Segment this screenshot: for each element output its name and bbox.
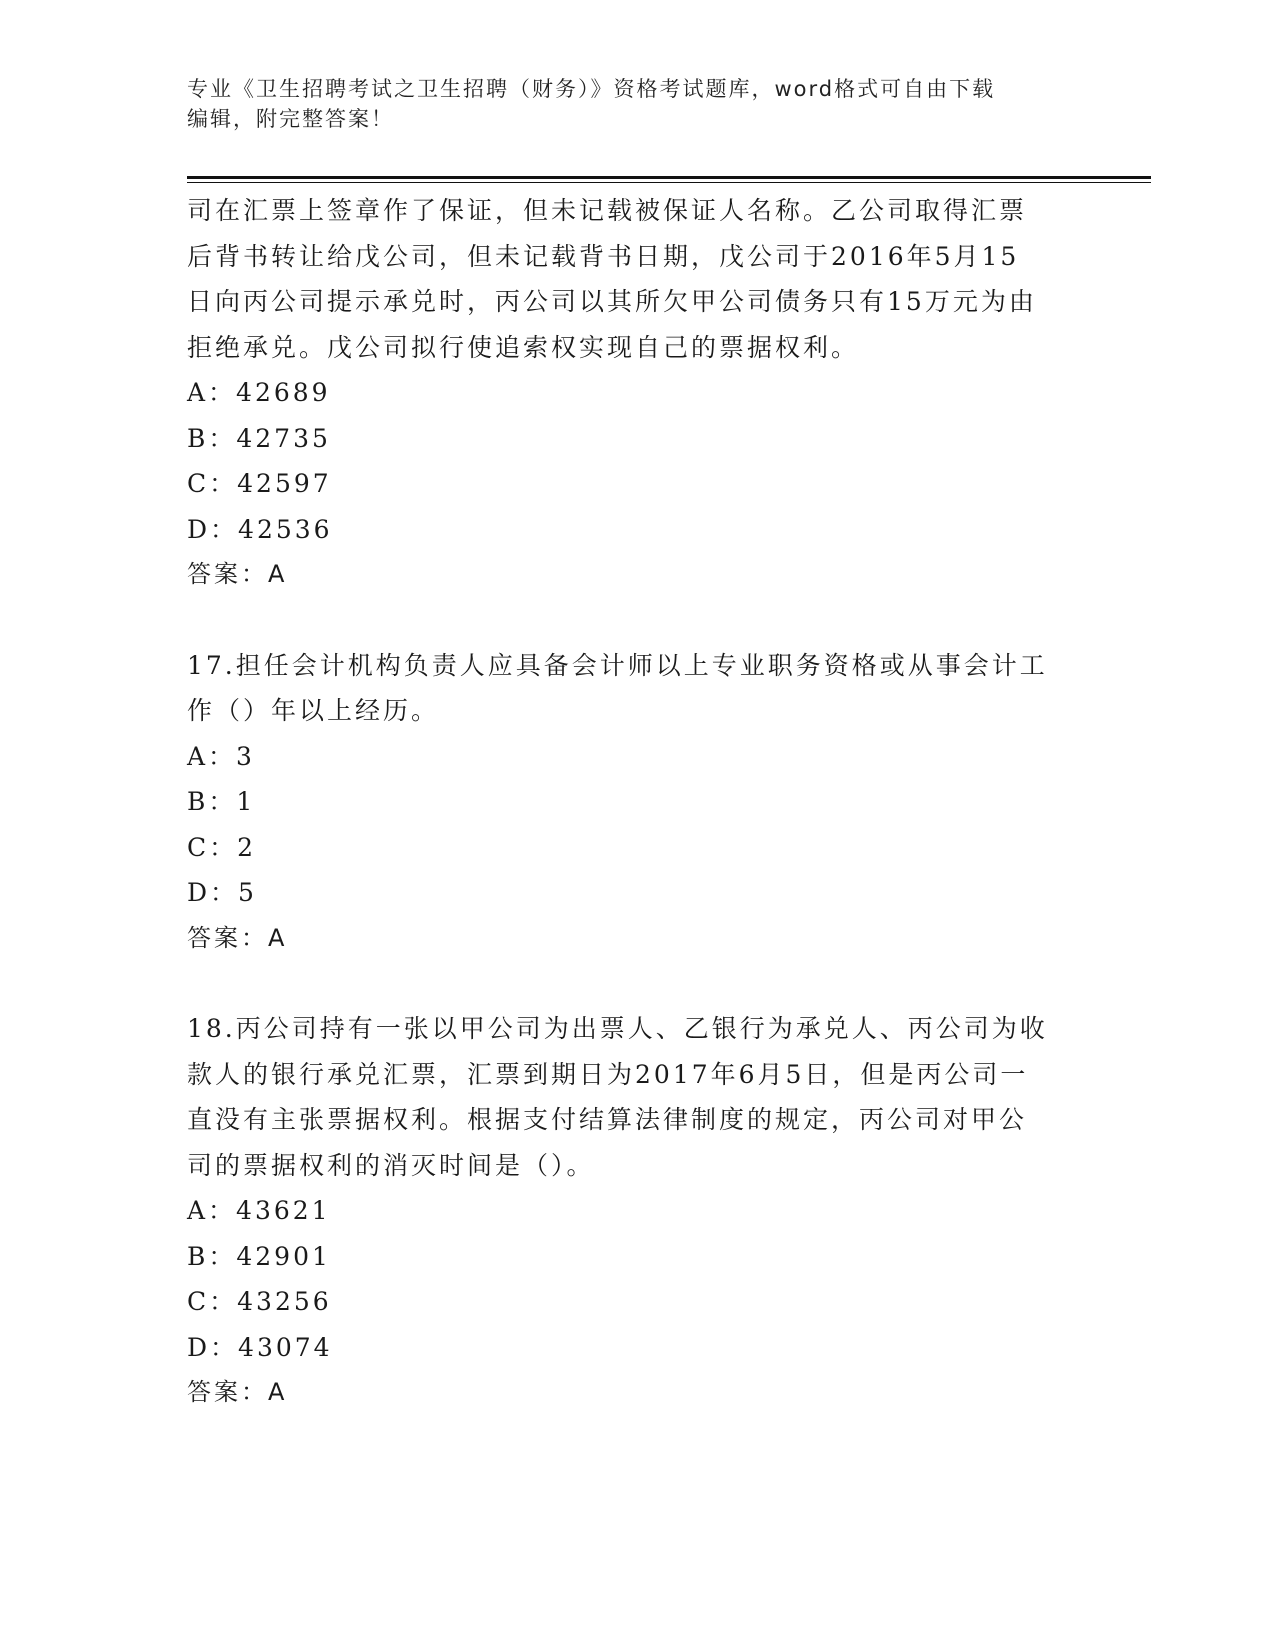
option-c: C：42597 [187,469,332,498]
question-text-line: 司在汇票上签章作了保证，但未记载被保证人名称。乙公司取得汇票 [187,196,1028,225]
option-d: D：5 [187,878,257,907]
question-text-line: 18.丙公司持有一张以甲公司为出票人、乙银行为承兑人、丙公司为收 [187,1014,1048,1043]
header-divider-thick [187,176,1151,179]
option-a: A：43621 [187,1196,331,1225]
question-text-line: 直没有主张票据权利。根据支付结算法律制度的规定，丙公司对甲公 [187,1105,1028,1134]
option-c: C：43256 [187,1287,332,1316]
question-16-continued [187,188,1067,598]
question-text-line: 后背书转让给戊公司，但未记载背书日期，戊公司于2016年5月15 [187,241,1020,271]
document-header [187,74,1087,134]
option-a: A：42689 [187,378,331,407]
answer-line: 答案：A [187,560,288,588]
option-b: B：1 [187,787,256,816]
question-17 [187,643,1067,962]
question-text-line: 日向丙公司提示承兑时，丙公司以其所欠甲公司债务只有15万元为由 [187,287,1037,316]
question-text-line: 作（）年以上经历。 [187,696,440,725]
spacer [187,961,1067,1006]
option-b: B：42735 [187,423,331,453]
document-body [187,188,1067,1416]
option-c: C：2 [187,832,257,862]
header-divider-thin [187,182,1151,183]
question-text-line: 17.担任会计机构负责人应具备会计师以上专业职务资格或从事会计工 [187,650,1048,680]
question-text-line: 司的票据权利的消灭时间是（）。 [187,1150,595,1180]
option-b: B：42901 [187,1241,331,1271]
answer-line: 答案：A [187,923,288,952]
question-18 [187,1006,1067,1416]
header-line-2: 编辑，附完整答案！ [187,107,394,131]
answer-line: 答案：A [187,1378,288,1406]
option-d: D：42536 [187,514,333,544]
option-d: D：43074 [187,1332,333,1362]
option-a: A：3 [187,741,255,771]
header-line-1: 专业《卫生招聘考试之卫生招聘（财务）》资格考试题库，word格式可自由下载 [187,77,996,101]
spacer [187,598,1067,643]
question-text-line: 拒绝承兑。戊公司拟行使追索权实现自己的票据权利。 [187,332,860,362]
question-text-line: 款人的银行承兑汇票，汇票到期日为2017年6月5日，但是丙公司一 [187,1059,1029,1089]
